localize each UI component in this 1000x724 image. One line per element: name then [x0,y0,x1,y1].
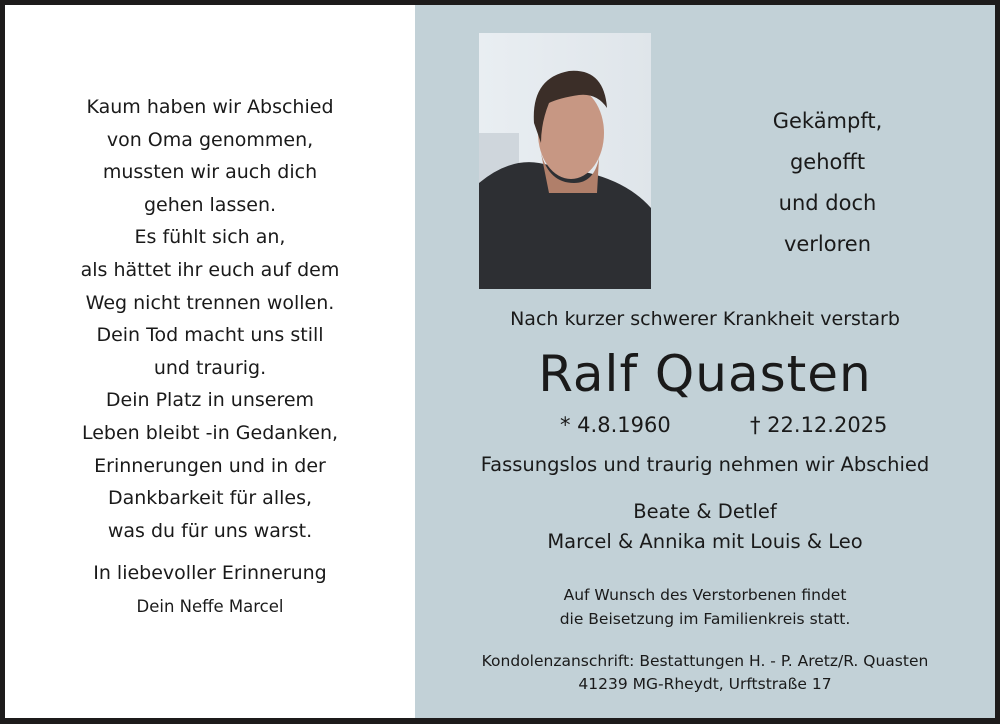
poem-line: was du für uns warst. [107,519,313,542]
poem-line: Dankbarkeit für alles, [107,487,313,510]
poem-line: von Oma genommen, [106,128,314,151]
motto-line: verloren [783,232,872,256]
signature: Dein Neffe Marcel [136,597,284,616]
poem-line: Dein Tod macht uns still [96,324,324,347]
condolence-line: 41239 MG-Rheydt, Urftstraße 17 [578,675,832,693]
portrait-photo [479,33,651,289]
poem-line: als hättet ihr euch auf dem [80,258,340,281]
farewell-text: Fassungslos und traurig nehmen wir Abschied [480,453,930,476]
condolence-line: Kondolenzanschrift: Bestattungen H. - P. Aretz/R. Quasten [481,652,929,670]
death-date: † 22.12.2025 [750,413,888,437]
poem-line: gehen lassen. [143,193,277,216]
family-line: Beate & Detlef [633,500,777,523]
poem-line: Leben bleibt -in Gedanken, [81,421,339,444]
poem-line: mussten wir auch dich [102,161,318,184]
poem-line: Es fühlt sich an, [134,226,286,249]
poem-line: Weg nicht trennen wollen. [85,291,335,314]
poem-line: Erinnerungen und in der [94,454,326,477]
note-line: Auf Wunsch des Verstorbenen findet [563,586,847,604]
poem-line: und traurig. [153,356,267,379]
family-line: Marcel & Annika mit Louis & Leo [547,530,863,553]
deceased-name: Ralf Quasten [538,345,872,403]
family-names [415,497,995,557]
poem-line: Kaum haben wir Abschied [86,96,334,118]
burial-note [415,583,995,631]
poem [5,91,415,547]
condolence-address [415,650,995,696]
motto-line: Gekämpft, [772,109,883,133]
note-line: die Beisetzung im Familienkreis statt. [559,610,851,628]
intro-text: Nach kurzer schwerer Krankheit verstarb [510,308,900,330]
motto-line: und doch [778,191,877,215]
motto-line: gehofft [789,150,866,174]
motto [715,101,940,265]
left-panel [5,5,415,718]
closing-line: In liebevoller Erinnerung [93,562,327,584]
right-panel [415,5,995,718]
poem-line: Dein Platz in unserem [105,389,315,412]
birth-date: * 4.8.1960 [560,413,671,437]
